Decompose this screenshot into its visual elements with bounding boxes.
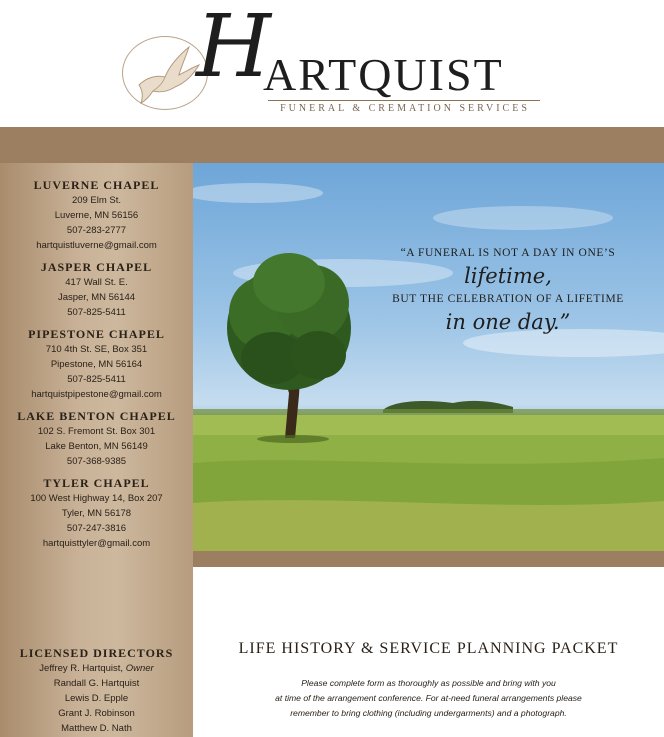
- chapel-phone: 507-283-2777: [66, 225, 127, 236]
- chapel-city: Tyler, MN 56178: [61, 508, 132, 519]
- chapel-city: Jasper, MN 56144: [57, 292, 136, 303]
- logo-subtitle: FUNERAL & CREMATION SERVICES: [280, 103, 530, 114]
- instruction-line: remember to bring clothing (including undergarments) and a photograph.: [290, 708, 567, 718]
- chapel-address: 100 West Highway 14, Box 207: [30, 493, 163, 504]
- chapel-name: LAKE BENTON CHAPEL: [17, 409, 176, 423]
- chapel-email[interactable]: hartquistpipestone@gmail.com: [31, 389, 162, 400]
- chapel-tyler: [0, 476, 193, 551]
- header: [0, 0, 664, 127]
- licensed-directors: [0, 646, 193, 736]
- chapel-phone: 507-368-9385: [66, 456, 127, 467]
- chapel-jasper: [0, 260, 193, 320]
- director-name: Lewis D. Epple: [64, 693, 129, 704]
- packet-title: LIFE HISTORY & SERVICE PLANNING PACKET: [238, 640, 619, 657]
- directors-title: LICENSED DIRECTORS: [19, 646, 174, 660]
- bottom-brown-band: [193, 551, 664, 567]
- chapel-luverne: [0, 178, 193, 253]
- director-name: Grant J. Robinson: [58, 708, 135, 719]
- director-name: Matthew D. Nath: [61, 723, 132, 734]
- quote-line-3: BUT THE CELEBRATION OF A LIFETIME: [392, 293, 624, 305]
- chapel-email[interactable]: hartquistluverne@gmail.com: [36, 240, 157, 251]
- instruction-line: Please complete form as thoroughly as possible and bring with you: [301, 678, 556, 688]
- logo-wordmark: ARTQUIST: [263, 49, 504, 100]
- chapel-city: Luverne, MN 56156: [54, 210, 139, 221]
- chapel-city: Pipestone, MN 56164: [50, 359, 143, 370]
- chapel-city: Lake Benton, MN 56149: [45, 441, 148, 452]
- quote-line-4: in one day.”: [445, 310, 571, 334]
- chapel-name: PIPESTONE CHAPEL: [28, 327, 165, 341]
- chapel-name: LUVERNE CHAPEL: [33, 178, 160, 192]
- director-name: Randall G. Hartquist: [53, 678, 140, 689]
- logo-divider: [268, 100, 540, 101]
- chapel-address: 417 Wall St. E.: [65, 277, 128, 288]
- chapel-phone: 507-247-3816: [66, 523, 127, 534]
- chapel-name: JASPER CHAPEL: [40, 260, 153, 274]
- director-role: Owner: [125, 663, 154, 674]
- director-owner: [0, 661, 193, 676]
- chapel-lake-benton: [0, 409, 193, 469]
- chapel-address: 102 S. Fremont St. Box 301: [37, 426, 156, 437]
- quote-line-1: “A FUNERAL IS NOT A DAY IN ONE’S: [400, 247, 616, 259]
- chapel-address: 710 4th St. SE, Box 351: [45, 344, 148, 355]
- chapel-phone: 507-825-5411: [67, 307, 126, 318]
- landscape-photo: [193, 163, 664, 551]
- tree-field-illustration: [193, 163, 664, 551]
- sidebar: [0, 163, 193, 737]
- director-name: Jeffrey R. Hartquist,: [39, 663, 126, 674]
- chapel-name: TYLER CHAPEL: [43, 476, 150, 490]
- top-brown-band: [0, 127, 664, 163]
- logo-letter-h: H: [196, 0, 269, 97]
- quote-line-2: lifetime,: [464, 264, 552, 288]
- chapel-phone: 507-825-5411: [67, 374, 126, 385]
- chapel-address: 209 Elm St.: [71, 195, 122, 206]
- chapel-email[interactable]: hartquisttyler@gmail.com: [42, 538, 151, 549]
- packet-instructions: [213, 676, 644, 721]
- quote: [388, 245, 628, 337]
- instruction-line: at time of the arrangement conference. For at-need funeral arrangements please: [275, 693, 582, 703]
- chapel-pipestone: [0, 327, 193, 402]
